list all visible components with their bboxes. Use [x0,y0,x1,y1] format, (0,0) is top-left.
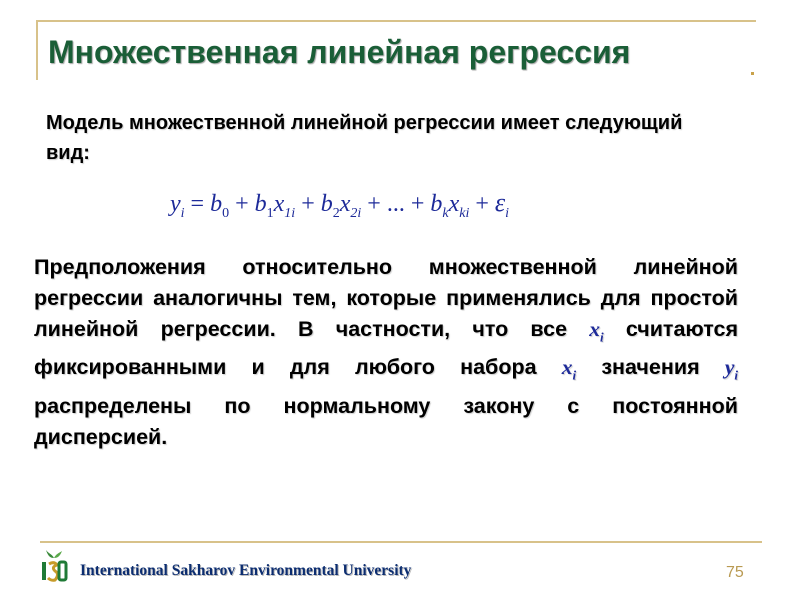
intro-text: Модель множественной линейной регрессии имеет следующий вид: [46,112,683,164]
regression-formula: $y_i = b_0 + b_1x_{1i} + b_2x_{2i}$ + ... + $b_kx_{ki} + \varepsilon_i$ [170,188,510,221]
iseu-logo-icon [40,548,68,584]
var-y: $y_i$ [724,355,738,383]
slide-title: Множественная линейная регрессия [48,34,631,70]
frame-top-border [36,20,756,22]
footer-divider [40,541,762,543]
decorative-dot [751,72,754,75]
page-number: 75 [726,564,744,581]
frame-left-border [36,20,38,80]
var-x: $x_i$ [561,355,577,383]
university-name: International Sakharov Environmental University [80,562,412,579]
assumptions-paragraph: Предположения относительно множественной линейной регрессии аналогичны тем, которые применялись для простой линейной регрессии. В частности, что все $x_i$ считаются фиксированными и для любого набора $x_i$ значения $y_i$ распределены по нормальному закону с постоянной дисперсией. [34,255,738,449]
var-x: $x_i$ [589,317,604,345]
